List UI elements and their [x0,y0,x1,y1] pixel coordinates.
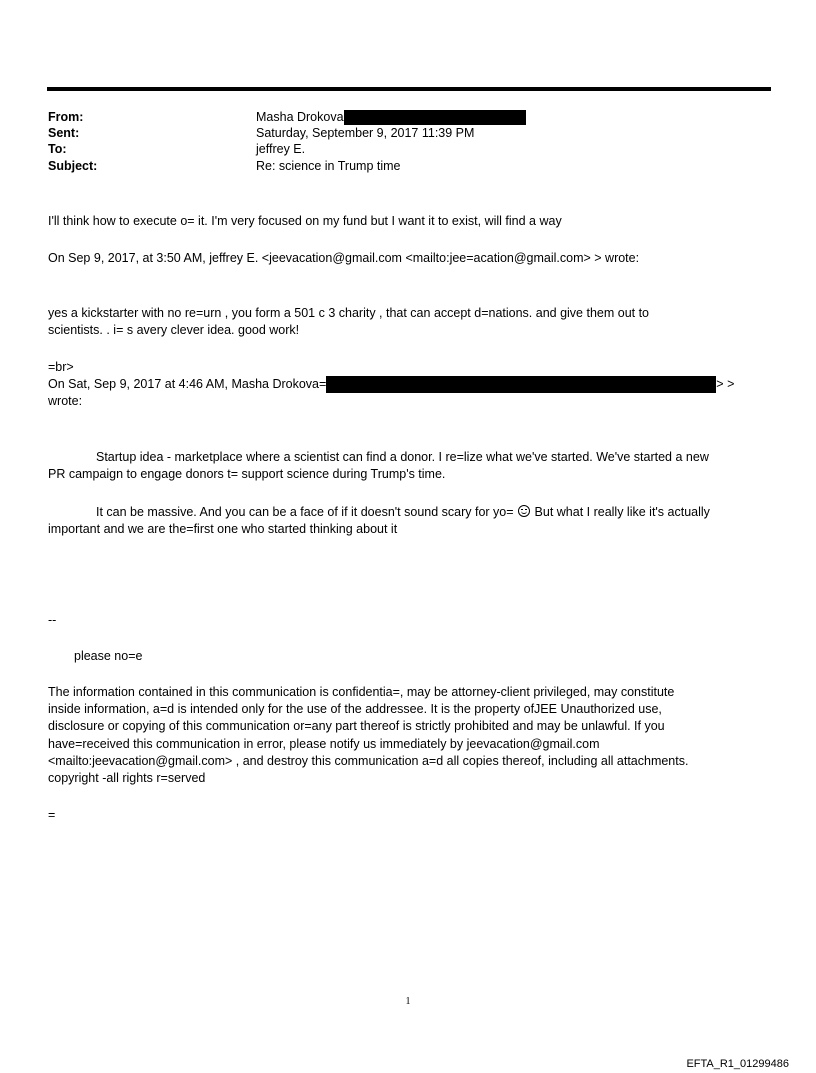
from-label: From: [48,110,84,124]
quote2-attribution-end: > > [716,377,735,391]
reply-line: I'll think how to execute o= it. I'm very focused on my fund but I want it to exist, will find a way [48,214,562,228]
subject-value: Re: science in Trump time [256,159,401,173]
para1-line1: Startup idea - marketplace where a scientist can find a donor. I re=lize what we've started. We've started a new [96,450,709,464]
sent-value: Saturday, September 9, 2017 11:39 PM [256,126,475,140]
quote2-attribution-start: On Sat, Sep 9, 2017 at 4:46 AM, Masha Drokova= [48,377,327,391]
quote2-attribution [48,376,734,393]
document-id: EFTA_R1_01299486 [686,1058,789,1070]
disclaimer-line-3: disclosure or copying of this communication or=any part thereof is strictly prohibited and may be unlawful. If you [48,719,665,733]
quote1-attribution: On Sep 9, 2017, at 3:50 AM, jeffrey E. <jeevacation@gmail.com <mailto:jee=acation@gmail.com> > wrote: [48,251,640,265]
from-value [256,110,526,125]
from-name: Masha Drokova [256,110,344,124]
br-tag: =br> [48,360,74,374]
signature-note: please no=e [74,649,143,663]
redaction-block [326,376,716,393]
disclaimer-line-1: The information contained in this communication is confidentia=, may be attorney-client privileged, may constitute [48,685,675,699]
to-value: jeffrey E. [256,142,306,156]
disclaimer-line-5: <mailto:jeevacation@gmail.com> , and destroy this communication a=d all copies thereof, including all attachments. [48,754,689,768]
subject-label: Subject: [48,159,98,173]
disclaimer-line-2: inside information, a=d is intended only for the use of the addressee. It is the property ofJEE Unauthorized use, [48,702,662,716]
header-rule [47,87,771,91]
smiling-face-icon [518,505,530,517]
para1-line2: PR campaign to engage donors t= support science during Trump's time. [48,467,446,481]
para2-line1 [96,504,710,521]
para2-line1-a: It can be massive. And you can be a face of if it doesn't sound scary for yo= [96,505,514,519]
sent-label: Sent: [48,126,80,140]
disclaimer-line-4: have=received this communication in error, please notify us immediately by jeevacation@gmail.com [48,737,600,751]
trailing-equals: = [48,808,56,822]
redaction-block [344,110,526,125]
page-number: 1 [405,996,411,1007]
para2-line2: important and we are the=first one who started thinking about it [48,522,398,536]
para2-line1-b: But what I really like it's actually [534,505,710,519]
to-label: To: [48,142,67,156]
quote1-line2: scientists. . i= s avery clever idea. good work! [48,323,300,337]
disclaimer-line-6: copyright -all rights r=served [48,771,206,785]
signature-dashes: -- [48,613,57,627]
quote2-attribution-wrote: wrote: [48,394,83,408]
quote1-line1: yes a kickstarter with no re=urn , you form a 501 c 3 charity , that can accept d=nations. and give them out to [48,306,650,320]
